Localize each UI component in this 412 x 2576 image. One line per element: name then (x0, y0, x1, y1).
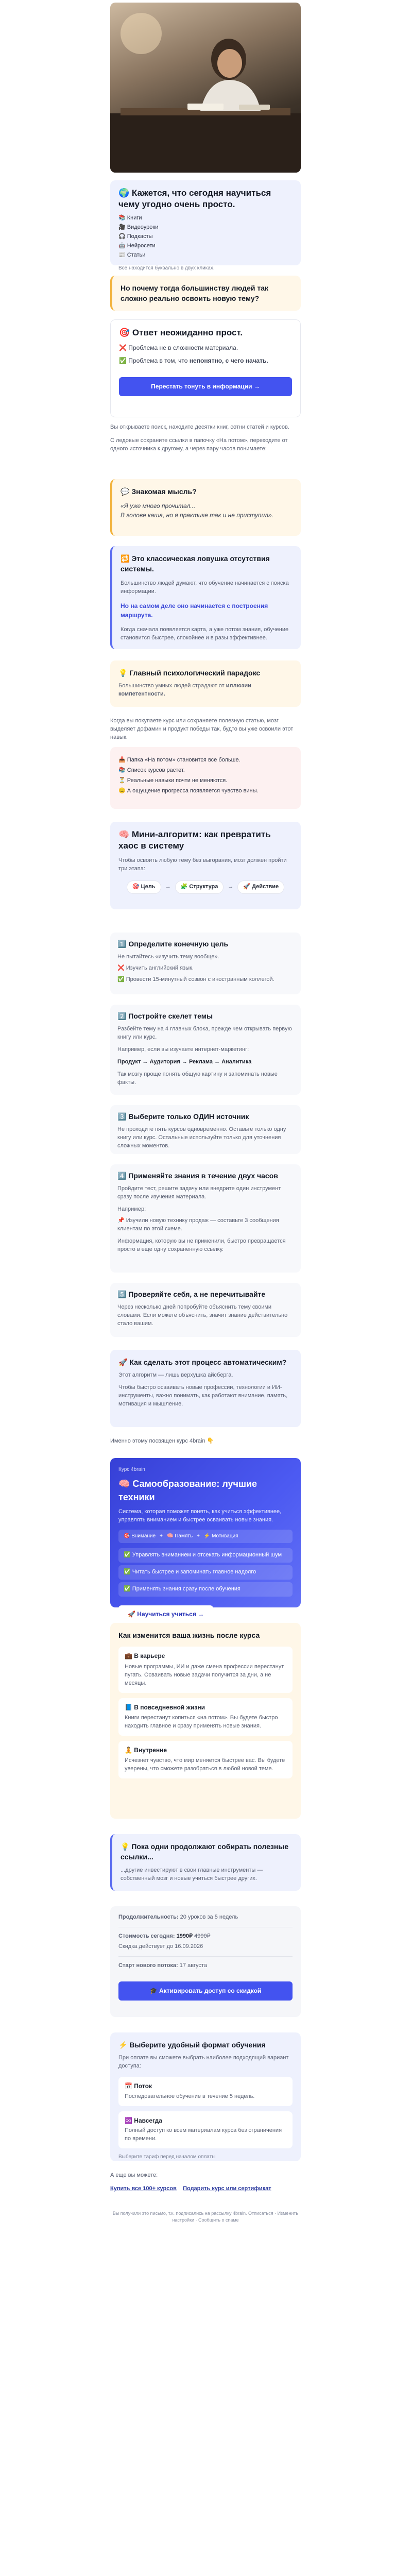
step-4-p2: Например: (117, 1206, 146, 1213)
format-option-stream[interactable] (118, 2077, 293, 2106)
format-option-heading: 📅 Поток (125, 2082, 152, 2090)
step-4-p3: 📌 Изучили новую технику продаж — составьте 3 сообщения клиентам по этой схеме. (117, 1217, 279, 1232)
text-1-p2: С ледовые сохраните ссылки в папочку «На потом», переходите от одного источника к другому, а через пару часов понимаете: (110, 437, 288, 452)
course-kicker: Курс 4brain (118, 1467, 145, 1472)
warning-card (110, 1834, 301, 1891)
start-row (118, 1962, 293, 1970)
familiar-quote-2: В голове каша, но я практике так и не приступил». (121, 511, 273, 519)
list-item: ⏳ Реальные навыки почти не меняются. (118, 777, 228, 784)
more-section (110, 2172, 301, 2193)
price-label: Стоимость сегодня: (118, 1933, 175, 1939)
step-4-p1: Пройдите тест, решите задачу или внедрите один инструмент сразу после изучения материала. (117, 1185, 281, 1200)
format-option-text: Полный доступ ко всем материалам курса без ограничения по времени. (125, 2127, 282, 2142)
step-1-title: 1️⃣ Определите конечную цель (117, 940, 229, 948)
intro-footnote: Все находится буквально в двух кликах. (118, 265, 215, 271)
hero-image (110, 3, 301, 173)
more-links (110, 2185, 301, 2193)
step-2-chain: Продукт → Аудитория → Реклама → Аналитика (117, 1059, 252, 1065)
list-item: 🎧 Подкасты (118, 233, 153, 240)
answer-card (110, 319, 301, 417)
tag-plus: + (160, 1533, 163, 1539)
text-1-p1: Вы открываете поиск, находите десятки книг, сотни статей и курсов. (110, 424, 289, 430)
warning-title: 💡 Пока одни продолжают собирать полезные ссылки... (121, 1842, 289, 1861)
chain-arrow: → (228, 884, 234, 890)
mini-text: Чтобы освоить любую тему без выгорания, мозг должен пройти три этапа: (118, 857, 287, 872)
check-item: ✅ Читать быстрее и запоминать главное надолго (118, 1565, 293, 1580)
life-item-text: Исчезнет чувство, что мир меняется быстрее вас. Вы будете уверены, что сможете разобраться в любой новой теме. (125, 1757, 285, 1772)
effects-card (110, 747, 301, 809)
paradox-card (110, 660, 301, 707)
tag-attention: 🎯 Внимание (124, 1533, 156, 1539)
mini-chain (118, 880, 293, 894)
step-1-p3: ✅ Провести 15-минутный созвон с иностранным коллегой. (117, 976, 274, 983)
auto-p1: Этот алгоритм — лишь верхушка айсберга. (118, 1372, 233, 1379)
email-footer: Вы получили это письмо, т.к. подписались на рассылку 4brain. Отписаться · Изменить настройки · Сообщить о спаме (112, 2211, 299, 2223)
discount-valid: Скидка действует до 16.09.2026 (118, 1943, 203, 1950)
step-4-p4: Информация, которую вы не применили, быстро превращается просто в еще одну сохраненную ссылку. (117, 1238, 286, 1252)
life-item-text: Новые программы, ИИ и даже смена профессии перестанут пугать. Осваивать новые задачи получится за дни, а не месяцы. (125, 1663, 284, 1686)
list-item: 📚 Книги (118, 215, 142, 222)
course-title: 🧠 Самообразование: лучшие техники (118, 1478, 258, 1502)
answer-title: 🎯 Ответ неожиданно прост. (119, 328, 243, 337)
format-option-text: Последовательное обучение в течение 5 недель. (125, 2093, 255, 2099)
format-option-heading: ♾️ Навсегда (125, 2116, 162, 2124)
list-item: 📥 Папка «На потом» становится все больше. (118, 757, 241, 763)
life-item-career (118, 1647, 293, 1692)
format-card (110, 2032, 301, 2161)
auto-title: 🚀 Как сделать этот процесс автоматическим? (118, 1358, 287, 1366)
chain-arrow: → (165, 884, 171, 890)
check-item: ✅ Управлять вниманием и отсекать информационный шум (118, 1548, 293, 1563)
chain-goal: 🎯 Цель (127, 880, 161, 894)
tag-memory: 🧠 Память (166, 1533, 193, 1539)
effects-list (118, 756, 293, 795)
paradox-text-lead: Большинство умных людей страдают от (118, 683, 226, 689)
price-value: 1990₽ (176, 1933, 193, 1939)
list-item: 📰 Статьи (118, 251, 146, 258)
text-block-2 (110, 717, 301, 742)
answer-problem-2-lead: ✅ Проблема в том, что (119, 357, 190, 365)
format-option-forever[interactable] (118, 2111, 293, 2148)
mini-title: 🧠 Мини-алгоритм: как превратить хаос в систему (118, 829, 271, 851)
text-2-p1: Когда вы покупаете курс или сохраняете полезную статью, мозг выделяет дофамин и продукт победы так, будто вы уже освоили этот навык. (110, 718, 294, 740)
format-title: ⚡ Выберите удобный формат обучения (118, 2041, 266, 2049)
gift-course-link[interactable]: Подарить курс или сертификат (183, 2185, 271, 2192)
life-item-heading: 💼 В карьере (125, 1652, 165, 1660)
duration-label: Продолжительность: (118, 1914, 179, 1920)
why-title: Но почему тогда большинству людей так сложно реально освоить новую тему? (121, 284, 269, 303)
step-2-p4: Так мозгу проще понять общую картину и запоминать новые факты. (117, 1071, 278, 1086)
life-item-heading: 📘 В повседневной жизни (125, 1703, 205, 1711)
familiar-title: 💬 Знакомая мысль? (121, 487, 197, 496)
answer-problem-1: ❌ Проблема не в сложности материала. (119, 344, 238, 352)
paradox-title: 💡 Главный психологический парадокс (118, 669, 261, 677)
trap-p1: Большинство людей думают, что обучение начинается с поиска информации. (121, 580, 289, 595)
life-item-text: Книги перестанут копиться «на потом». Вы будете быстро находить главное и сразу применять новые знания. (125, 1714, 278, 1729)
resource-list (118, 214, 293, 260)
divider (118, 1956, 293, 1957)
list-item: 😐 А ощущение прогресса появляется чувство вины. (118, 787, 259, 794)
intro-card (110, 180, 301, 271)
course-tags (118, 1530, 293, 1544)
trap-card (110, 546, 301, 649)
trap-p2: Но на самом деле оно начинается с построения маршрута. (121, 602, 268, 619)
old-price: 4990₽ (194, 1933, 211, 1939)
more-title: А еще вы можете: (110, 2172, 158, 2178)
list-item: 📚 Список курсов растет. (118, 767, 185, 773)
automatic-card (110, 1350, 301, 1427)
start-label: Старт нового потока: (118, 1962, 178, 1969)
step-5-p1: Через несколько дней попробуйте объяснить тему своими словами. Если можете объяснить, значит знание действительно стало вашим. (117, 1304, 288, 1327)
step-2-p1: Разбейте тему на 4 главных блока, прежде чем открывать первую книгу или курс. (117, 1026, 292, 1041)
step-1-p1: Не пытайтесь «изучить тему вообще». (117, 954, 219, 960)
step-4-card (110, 1164, 301, 1273)
step-4-title: 4️⃣ Применяйте знания в течение двух часов (117, 1172, 278, 1180)
chain-action: 🚀 Действие (237, 880, 284, 894)
all-courses-link[interactable]: Купить все 100+ курсов (110, 2185, 177, 2192)
platform-text: Именно этому посвящен курс 4brain 👇 (110, 1438, 214, 1444)
tag-motivation: ⚡ Мотивация (203, 1533, 238, 1539)
step-3-p1: Не проходите пять курсов одновременно. Оставьте только одну книгу или курс. Остальные используйте только для уточнения сложных моментов. (117, 1126, 286, 1149)
activate-access-button[interactable]: 🎓 Активировать доступ со скидкой (118, 1981, 293, 2001)
why-card (110, 276, 301, 311)
paradox-text-emph: иллюзии компетентности. (118, 683, 251, 698)
course-banner (110, 1458, 301, 1618)
check-item: ✅ Применять знания сразу после обучения (118, 1582, 293, 1597)
duration-row (118, 1913, 293, 1922)
format-text: При оплате вы сможете выбрать наиболее подходящий вариант доступа: (118, 2055, 289, 2070)
list-item: 🤖 Нейросети (118, 243, 156, 249)
format-note: Выберите тариф перед началом оплаты (118, 2154, 216, 2160)
text-block-1 (110, 423, 301, 453)
trap-title: 🔁 Это классическая ловушка отсутствия системы. (121, 554, 270, 573)
mini-algorithm-card (110, 822, 301, 909)
step-2-title: 2️⃣ Постройте скелет темы (117, 1012, 213, 1020)
answer-problem-2 (119, 357, 292, 365)
answer-problem-2-emph: непонятно, с чего начать. (189, 357, 268, 365)
familiar-card (110, 479, 301, 536)
step-1-card (110, 933, 301, 994)
start-value: 17 августа (179, 1962, 207, 1969)
step-3-card (110, 1105, 301, 1154)
woman-studying-icon (110, 3, 301, 173)
step-2-card (110, 1005, 301, 1095)
intro-title: 🌍 Кажется, что сегодня научиться чему угодно очень просто. (118, 188, 271, 210)
learn-to-learn-button[interactable]: 🚀 Научиться учиться → (118, 1605, 213, 1623)
familiar-quote-1: «Я уже много прочитал... (121, 502, 196, 510)
pricing-card (110, 1906, 301, 2017)
list-item: 🎥 Видеоуроки (118, 224, 159, 231)
chain-structure: 🧩 Структура (175, 880, 224, 894)
warning-text: ...другие инвестируют в свои главные инструменты — собственный мозг и новые учиться быстрее других. (121, 1867, 263, 1882)
life-title: Как изменится ваша жизнь после курса (118, 1631, 260, 1639)
step-3-title: 3️⃣ Выберите только ОДИН источник (117, 1112, 249, 1121)
life-item-daily (118, 1698, 293, 1736)
paradox-text (118, 682, 293, 699)
duration-value: 20 уроков за 5 недель (180, 1914, 238, 1920)
course-description: Система, которая поможет понять, как учиться эффективнее, управлять вниманием и быстрее осваивать новые знания. (118, 1508, 282, 1523)
life-item-inner (118, 1741, 293, 1778)
life-item-heading: 🧘 Внутренне (125, 1746, 167, 1754)
step-2-p2: Например, если вы изучаете интернет-маркетинг: (117, 1046, 249, 1053)
step-5-title: 5️⃣ Проверяйте себя, а не перечитывайте (117, 1290, 266, 1298)
step-1-p2: ❌ Изучить английский язык. (117, 965, 194, 972)
trap-p3: Когда сначала появляется карта, а уже потом знания, обучение становится быстрее, спокойнее и в разы эффективнее. (121, 626, 289, 641)
tag-plus: + (197, 1533, 200, 1539)
auto-p2: Чтобы быстро осваивать новые профессии, технологии и ИИ-инструменты, важно понимать, как работают внимание, память, мотивация и мышление. (118, 1384, 288, 1408)
price-row (118, 1933, 293, 1941)
life-changes-card (110, 1623, 301, 1819)
stop-drowning-button[interactable]: Перестать тонуть в информации → (119, 377, 292, 396)
course-checklist (118, 1548, 293, 1597)
step-5-card (110, 1283, 301, 1337)
